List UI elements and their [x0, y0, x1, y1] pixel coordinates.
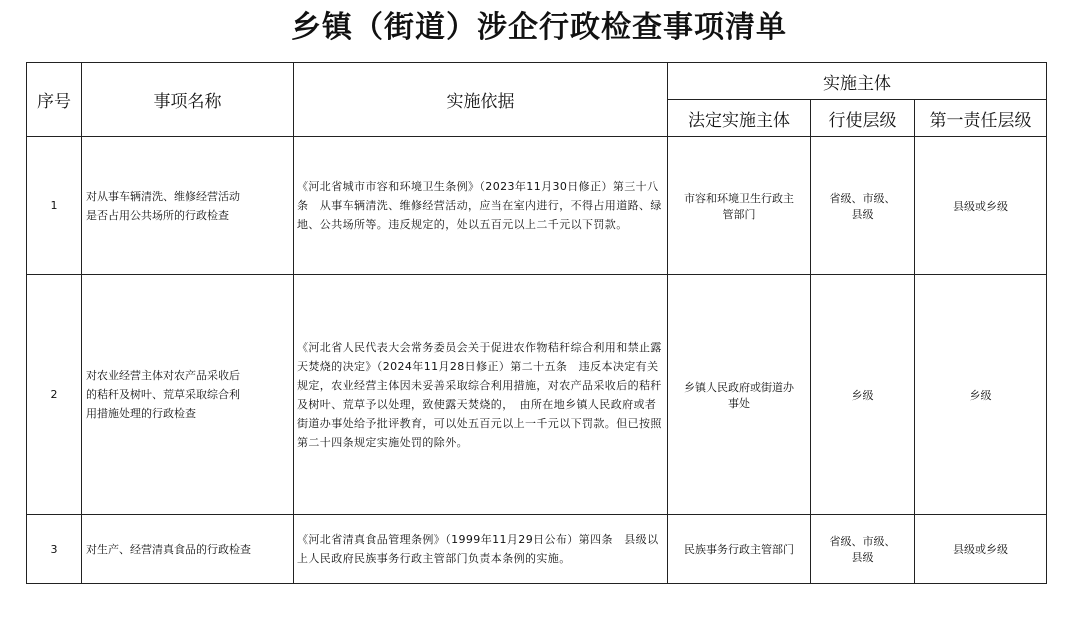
header-legal-subject: 法定实施主体: [668, 100, 811, 137]
item-name-text: 对生产、经营清真食品的行政检查: [86, 542, 251, 556]
row-number: 3: [27, 515, 82, 584]
exercise-level: 乡级: [811, 275, 915, 515]
header-row-top: [27, 63, 1047, 100]
legal-subject-text: 乡镇人民政府或街道办事处: [684, 380, 794, 410]
implementation-basis: [294, 515, 668, 584]
row-number: 1: [27, 137, 82, 275]
header-name: 事项名称: [82, 63, 294, 137]
first-responsibility-level: 乡级: [915, 275, 1047, 515]
header-basis: 实施依据: [294, 63, 668, 137]
implementation-basis: [294, 275, 668, 515]
exercise-level-text: 省级、市级、县级: [829, 535, 896, 564]
implementation-basis: [294, 137, 668, 275]
inspection-items-table: [26, 62, 1047, 584]
item-name-text: 对农业经营主体对农产品采收后的秸秆及树叶、荒草采取综合利用措施处理的行政检查: [86, 369, 240, 420]
exercise-level-text: 省级、市级、县级: [829, 191, 896, 221]
table-row: [27, 137, 1047, 275]
item-name: [82, 275, 294, 515]
legal-subject: [668, 275, 811, 515]
header-subject: 实施主体: [668, 63, 1047, 100]
legal-subject: [668, 137, 811, 275]
first-responsibility-level: 县级或乡级: [915, 137, 1047, 275]
header-level: 行使层级: [811, 100, 915, 137]
item-name: [82, 137, 294, 275]
item-name: [82, 515, 294, 584]
legal-subject: 民族事务行政主管部门: [668, 515, 811, 584]
header-first-level: 第一责任层级: [915, 100, 1047, 137]
item-name-text: 对从事车辆清洗、维修经营活动是否占用公共场所的行政检查: [86, 189, 240, 222]
header-no: 序号: [27, 63, 82, 137]
basis-text: 《河北省城市市容和环境卫生条例》（2023年11月30日修正）第三十八条 从事车辆清洗、维修经营活动，应当在室内进行，不得占用道路、绿地、公共场所等。违反规定的，处以五百元以上二千元以下罚款。: [297, 180, 662, 231]
first-responsibility-level: 县级或乡级: [915, 515, 1047, 584]
table-row: [27, 275, 1047, 515]
row-number: 2: [27, 275, 82, 515]
table-row: [27, 515, 1047, 584]
exercise-level: [811, 137, 915, 275]
basis-text: 《河北省人民代表大会常务委员会关于促进农作物秸秆综合利用和禁止露天焚烧的决定》（2024年11月28日修正）第二十五条 违反本决定有关规定，农业经营主体因未妥善采取综合利用措施，对农产品采收后的秸秆及树叶、荒草予以处理，致使露天焚烧的， 由所在地乡镇人民政府或者街道办事处给予批评教育，可以处五百元以上一千元以下罚款。但已按照第二十四条规定实施处罚的除外。: [297, 340, 662, 449]
legal-subject-text: 市容和环境卫生行政主管部门: [684, 191, 794, 221]
page-title: 乡镇（街道）涉企行政检查事项清单: [291, 10, 787, 45]
basis-text: 《河北省清真食品管理条例》（1999年11月29日公布）第四条 县级以上人民政府民族事务行政主管部门负责本条例的实施。: [297, 533, 659, 565]
exercise-level: [811, 515, 915, 584]
